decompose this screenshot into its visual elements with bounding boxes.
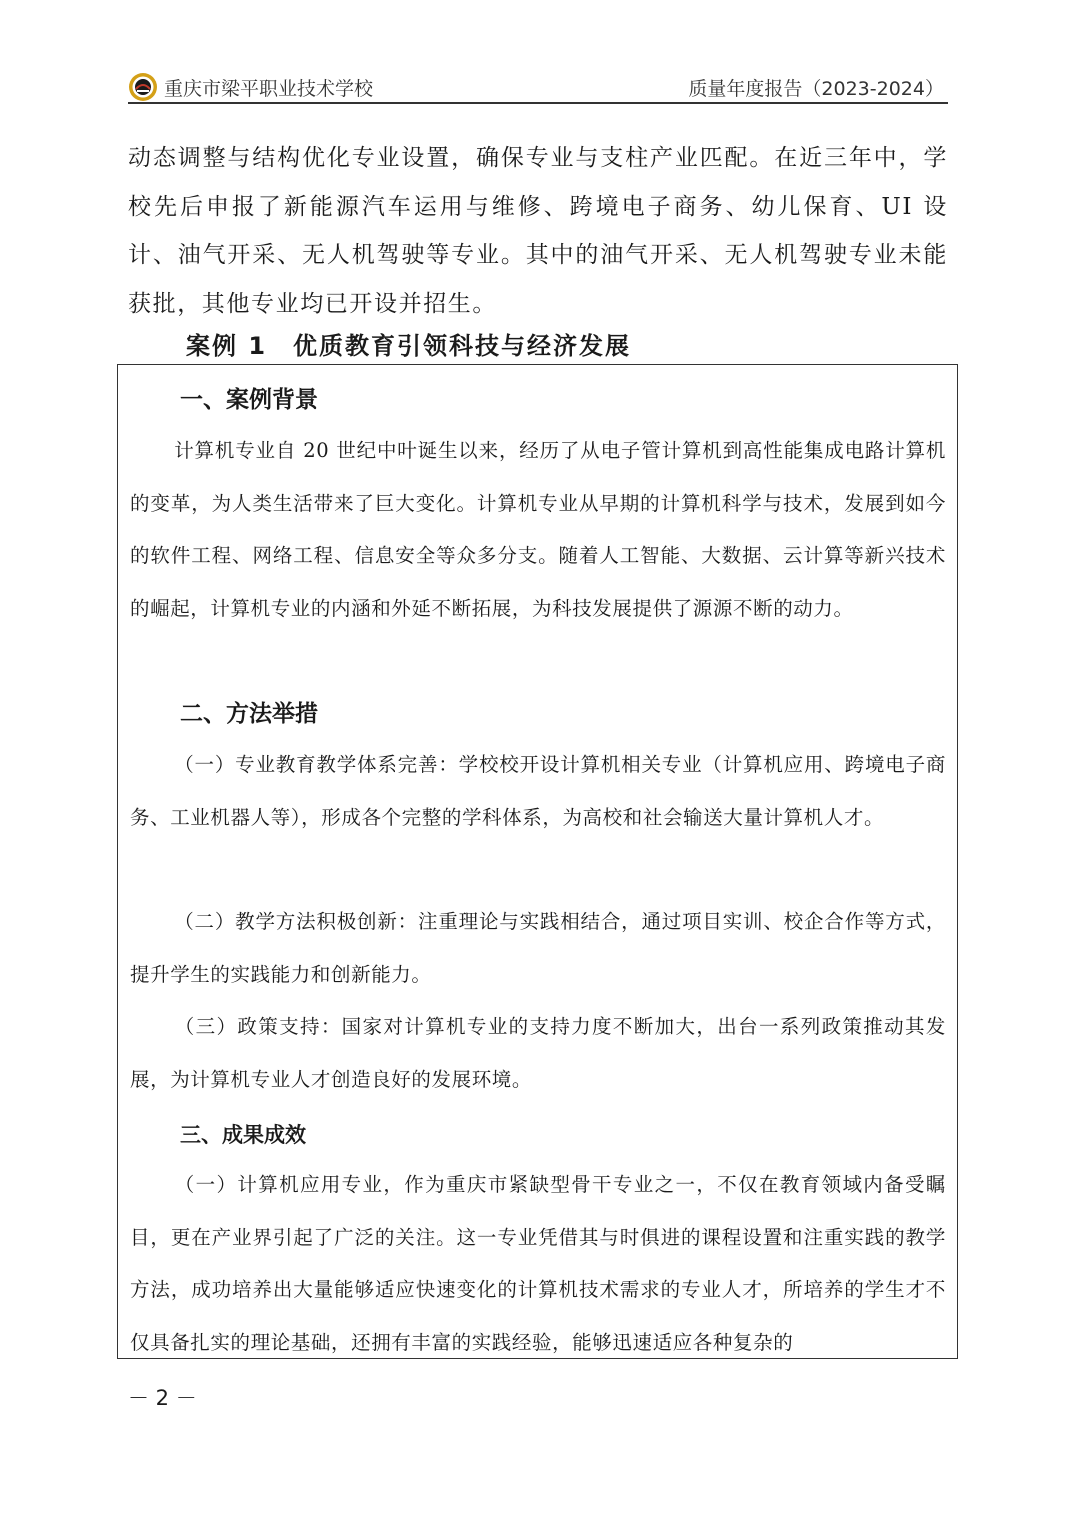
methods-item-3: （三）政策支持：国家对计算机专业的支持力度不断加大，出台一系列政策推动其发展，为计算机专业人才创造良好的发展环境。 (130, 1015, 946, 1091)
section-heading-background: 一、案例背景 (180, 387, 318, 413)
page-header (128, 70, 948, 104)
school-logo-icon (128, 72, 158, 102)
case-box (117, 364, 958, 1359)
school-name: 重庆市梁平职业技术学校 (164, 78, 374, 100)
report-title: 质量年度报告（2023-2024） (688, 78, 944, 100)
section-heading-results: 三、成果成效 (180, 1123, 306, 1147)
intro-text: 动态调整与结构优化专业设置，确保专业与支柱产业匹配。在近三年中，学校先后申报了新能源汽车运用与维修、跨境电子商务、幼儿保育、UI 设计、油气开采、无人机驾驶等专业。其中的油气开采、无人机驾驶专业未能获批，其他专业均已开设并招生。 (128, 145, 948, 317)
case-title: 案例 1 优质教育引领科技与经济发展 (186, 332, 632, 360)
section-background-text: 计算机专业自 20 世纪中叶诞生以来，经历了从电子管计算机到高性能集成电路计算机的变革，为人类生活带来了巨大变化。计算机专业从早期的计算机科学与技术，发展到如今的软件工程、网络工程、信息安全等众多分支。随着人工智能、大数据、云计算等新兴技术的崛起，计算机专业的内涵和外延不断拓展，为科技发展提供了源源不断的动力。 (130, 439, 946, 620)
intro-paragraph (128, 134, 948, 328)
methods-item-2: （二）教学方法积极创新：注重理论与实践相结合，通过项目实训、校企合作等方式，提升学生的实践能力和创新能力。 (130, 910, 946, 986)
results-item-1: （一）计算机应用专业，作为重庆市紧缺型骨干专业之一，不仅在教育领域内备受瞩目，更在产业界引起了广泛的关注。这一专业凭借其与时俱进的课程设置和注重实践的教学方法，成功培养出大量能够适应快速变化的计算机技术需求的专业人才，所培养的学生才不仅具备扎实的理论基础，还拥有丰富的实践经验，能够迅速适应各种复杂的 (130, 1173, 946, 1354)
section-heading-methods: 二、方法举措 (180, 701, 318, 727)
methods-item-1: （一）专业教育教学体系完善：学校校开设计算机相关专业（计算机应用、跨境电子商务、工业机器人等），形成各个完整的学科体系，为高校和社会输送大量计算机人才。 (130, 753, 946, 829)
page-number: － 2 － (128, 1386, 197, 1410)
